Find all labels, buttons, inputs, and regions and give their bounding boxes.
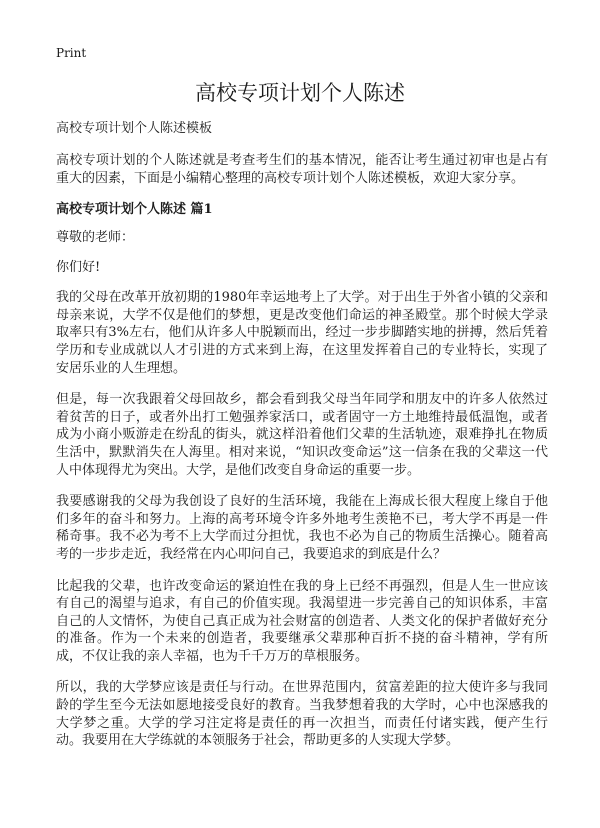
print-link[interactable]: Print — [56, 46, 87, 60]
intro-paragraph: 高校专项计划的个人陈述就是考查考生们的基本情况，能否让考生通过初审也是占有重大的因素，下面是小编精心整理的高校专项计划个人陈述模板，欢迎大家分享。 — [56, 153, 548, 186]
greeting: 你们好! — [56, 260, 101, 276]
salutation: 尊敬的老师： — [56, 230, 135, 246]
page-title: 高校专项计划个人陈述 — [195, 81, 405, 105]
article-subtitle: 高校专项计划个人陈述模板 — [56, 121, 213, 136]
body-paragraph-2: 但是，每一次我跟着父母回故乡，都会看到我父母当年同学和朋友中的许多人依然过着贫苦的日子，或者外出打工勉强养家活口，或者固守一方土地维持最低温饱，或者成为小商小贩游走在纷乱的街头，就这样沿着他们父辈的生活轨迹，艰难挣扎在物质生活中，默默消失在人海里。相对来说，“知识改变命运”这一信条在我的父辈这一代人中体现得尤为突出。大学，是他们改变自身命运的重要一步。 — [56, 392, 548, 478]
article-body — [56, 120, 548, 764]
section-heading: 高校专项计划个人陈述 篇1 — [56, 202, 213, 218]
body-paragraph-5: 所以，我的大学梦应该是责任与行动。在世界范围内，贫富差距的拉大使许多与我同龄的学生至今无法如愿地接受良好的教育。当我梦想着我的大学时，心中也深感我的大学梦之重。大学的学习注定将是责任的再一次担当，而责任付诸实践，便产生行动。我要用在大学练就的本领服务于社会，帮助更多的人实现大学梦。 — [56, 680, 548, 749]
body-paragraph-3: 我要感谢我的父母为我创设了良好的生活环境，我能在上海成长很大程度上缘自于他们多年的奋斗和努力。上海的高考环境令许多外地考生羡艳不已，考大学不再是一件稀奇事。我不必为考不上大学而过分担忧，我也不必为自己的物质生活操心。随着高考的一步步走近，我经常在内心叩问自己，我要追求的到底是什么？ — [56, 494, 548, 562]
body-paragraph-1: 我的父母在改革开放初期的1980年幸运地考上了大学。对于出生于外省小镇的父亲和母亲来说，大学不仅是他们的梦想，更是改变他们命运的神圣殿堂。那个时候大学录取率只有3%左右，他们从许多人中脱颖而出，经过一步步脚踏实地的拼搏，然后凭着学历和专业成就以人才引进的方式来到上海，在这里发挥着自己的专业特长，实现了安居乐业的人生理想。 — [56, 290, 548, 376]
body-paragraph-4: 比起我的父辈，也许改变命运的紧迫性在我的身上已经不再强烈，但是人生一世应该有自己的渴望与追求，有自己的价值实现。我渴望进一步完善自己的知识体系，丰富自己的人文情怀，为使自己真正成为社会财富的创造者、人类文化的保护者做好充分的准备。作为一个未来的创造者，我要继承父辈那种百折不挠的奋斗精神，学有所成，不仅让我的亲人幸福，也为千千万万的草根服务。 — [56, 578, 548, 664]
